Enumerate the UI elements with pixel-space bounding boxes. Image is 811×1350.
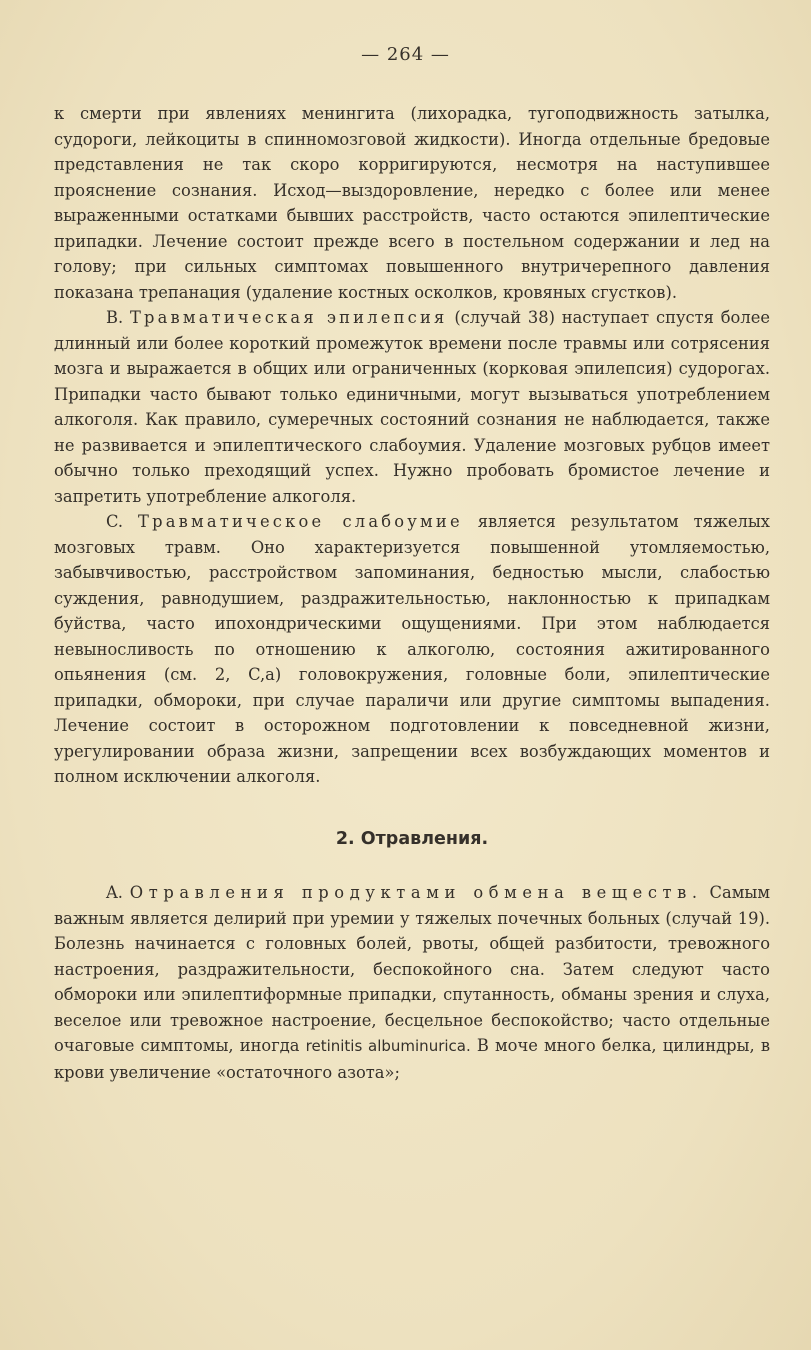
body-text	[54, 101, 770, 1085]
metabolic-poisoning-text: Самым важным является делирий при уремии у тяжелых почечных больных (случай 19). Болезнь начинается с головных болей, рвоты, общей разбитости, тревожного настроения, раздражительности, беспокойного сна. Затем следуют часто обмороки или эпилептиформные припадки, спутанность, обманы зрения и слуха, веселое или тревожное настроение, бесцельное беспокойство; часто отдельные очаговые симптомы, иногда	[54, 883, 770, 1055]
paragraph-traumatic-dementia	[54, 509, 770, 790]
section-heading-poisoning: 2. Отравления.	[335, 828, 489, 849]
section-letter-c: C.	[106, 512, 124, 531]
section-letter-b: B.	[106, 308, 124, 327]
term-metabolic-poisoning: Отравления продуктами обмена веществ.	[129, 883, 703, 902]
latin-term: retinitis albuminurica.	[305, 1037, 471, 1055]
page-number: — 264 —	[361, 44, 450, 65]
paragraph-traumatic-epilepsy	[54, 305, 770, 509]
paragraph-metabolic-poisoning	[54, 880, 770, 1085]
paragraph-meningitis-outcome: к смерти при явлениях менингита (лихорадка, тугоподвижность затылка, судороги, лейкоциты в спинномозговой жидкости). Иногда отдельные бредовые представления не так скоро корригируются, несмотря на наступившее прояснение сознания. Исход—выздоровление, нередко с более или менее выраженными остатками бывших расстройств, часто остаются эпилептические припадки. Лечение состоит прежде всего в постельном содержании и лед на голову; при сильных симптомах повышенного внутричерепного давления показана трепанация (удаление костных осколков, кровяных сгустков).	[54, 104, 770, 302]
term-traumatic-dementia: Травматическое слабоумие	[138, 512, 463, 531]
metabolic-poisoning-end: В моче много белка, цилиндры, в крови увеличение «остаточного азота»;	[54, 1036, 770, 1082]
traumatic-dementia-text: является результатом тяжелых мозговых травм. Оно характеризуется повышенной утомляемостью, забывчивостью, расстройством запоминания, бедностью мысли, слабостью суждения, равнодушием, раздражительностью, наклонностью к припадкам буйства, часто ипохондрическими ощущениями. При этом наблюдается невыносливость по отношению к алкоголю, состояния ажитированного опьянения (см. 2, C,a) головокружения, головные боли, эпилептические припадки, обмороки, при случае параличи или другие симптомы выпадения. Лечение состоит в осторожном подготовлении к повседневной жизни, урегулировании образа жизни, запрещении всех возбуждающих моментов и полном исключении алкоголя.	[54, 512, 770, 786]
section-letter-a: A.	[106, 883, 123, 902]
traumatic-epilepsy-text: (случай 38) наступает спустя более длинный или более короткий промежуток времени после травмы или сотрясения мозга и выражается в общих или ограниченных (корковая эпилепсия) судорогах. Припадки часто бывают только единичными, могут вызываться употреблением алкоголя. Как правило, сумеречных состояний сознания не наблюдается, также не развивается и эпилептического слабоумия. Удаление мозговых рубцов имеет обычно только преходящий успех. Нужно пробовать бромистое лечение и запретить употребление алкоголя.	[54, 308, 770, 506]
term-traumatic-epilepsy: Травматическая эпилепсия	[129, 308, 448, 327]
